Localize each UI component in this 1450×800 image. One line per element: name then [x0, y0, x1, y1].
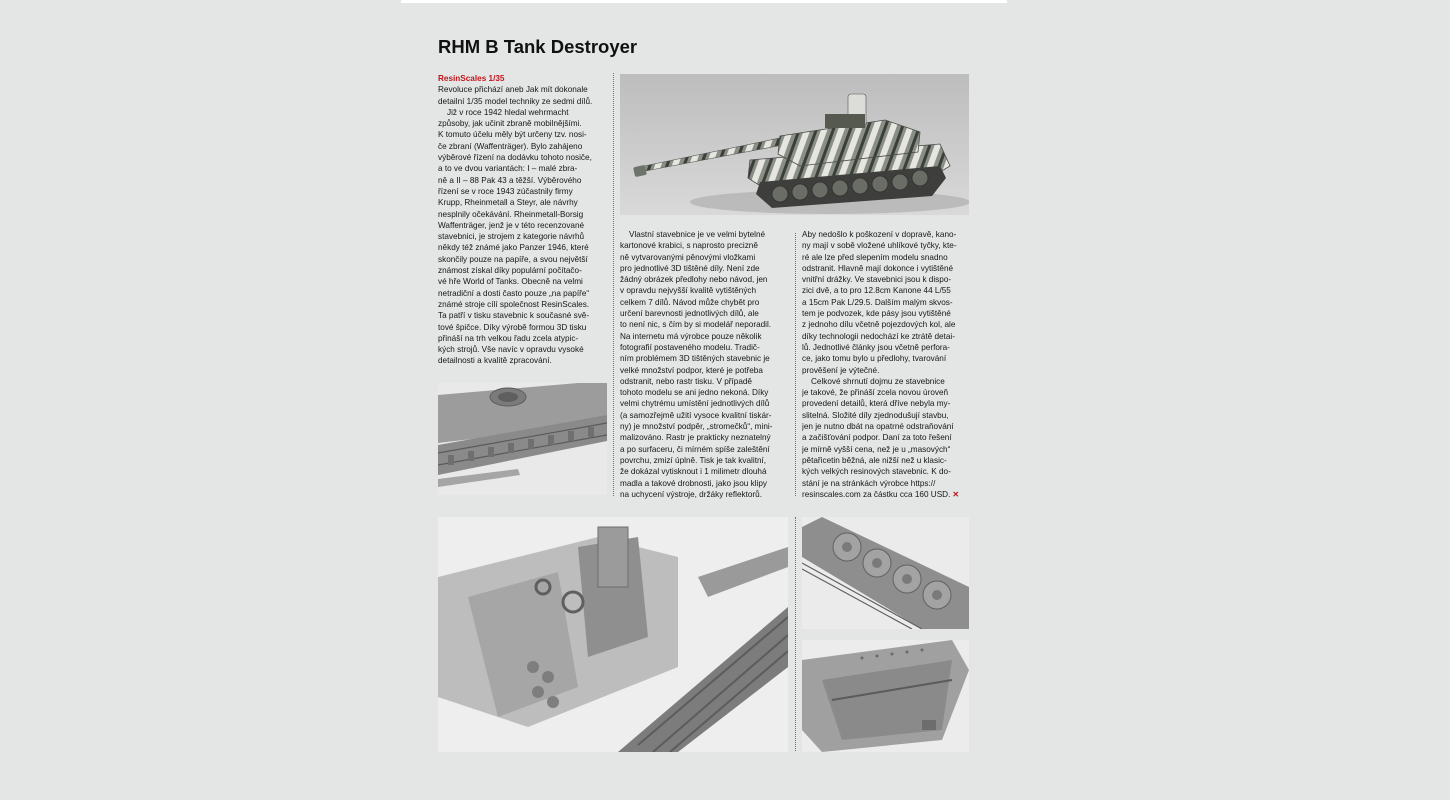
- text-line: vé hře World of Tanks. Obecně na velmi: [438, 277, 583, 287]
- text-line: ce, jako tomu bylo u předlohy, tvarování: [802, 354, 947, 364]
- text-line: ním problémem 3D tištěných stavebnic je: [620, 354, 770, 364]
- text-line: stavebnici, je strojem z kategorie návrhů: [438, 232, 585, 242]
- page-top-edge: [401, 0, 1007, 3]
- text-line: tohoto modelu se ani jedno nekoná. Díky: [620, 388, 769, 398]
- text-line: stání je na stránkách výrobce https://: [802, 478, 936, 488]
- text-line: fotografií postaveného modelu. Tradič-: [620, 342, 760, 352]
- text-line: řízení se v roce 1943 zúčastnily firmy: [438, 186, 573, 196]
- text-line: je takové, že přináší zcela novou úroveň: [802, 388, 949, 398]
- text-line: ny) je množství podpěr, „stromečků“, mini-: [620, 422, 773, 432]
- text-line: Vlastní stavebnice je ve velmi bytelné: [629, 230, 766, 239]
- text-line: madla a takové drobnosti, jako jsou klipy: [620, 478, 767, 488]
- text-line: resinscales.com za částku cca 160 USD. ✕: [802, 489, 960, 499]
- text-line: detailnosti a kvalitě zpracování.: [438, 356, 552, 366]
- text-line: tem je podvozek, kde pásy jsou vytištěné: [802, 309, 951, 319]
- fighting-compartment-photo: [438, 517, 788, 752]
- text-line: skončily pouze na papíře, a svou největší: [438, 254, 588, 264]
- text-line: celkem 7 dílů. Návod může chybět pro: [620, 297, 760, 307]
- text-line: a začišťování podpor. Daní za toto řešení: [802, 433, 952, 443]
- text-line: pro jednotlivé 3D tištěné díly. Není zde: [620, 263, 760, 273]
- text-line: ně a II – 88 Pak 43 a těžší. Výběrového: [438, 175, 582, 185]
- text-line: známé stroje cílí společnost ResinScales.: [438, 299, 590, 309]
- text-line: kých strojů. Vše navíc v opravdu vysoké: [438, 345, 584, 355]
- text-line: to není nic, s čím by si modelář neporadil.: [620, 320, 772, 330]
- hull-underside-photo: [802, 640, 969, 752]
- text-line: odstranit. Hlavně mají dokonce i vytištěné: [802, 263, 954, 273]
- text-line: vnitřní drážky. Ve stavebnici jsou k dispo-: [802, 275, 952, 285]
- text-line: Celkové shrnutí dojmu ze stavebnice: [811, 376, 945, 386]
- text-line: a to ve dvou variantách: I – malé zbra-: [438, 164, 578, 174]
- article-column-2: [620, 229, 792, 500]
- text-line: ny mají v sobě vložené uhlíkové tyčky, kte-: [802, 241, 957, 251]
- text-line: provedení detailů, která dříve nebyla my-: [802, 399, 951, 409]
- text-line: známost získal díky populární počítačo-: [438, 266, 582, 276]
- text-line: Ta patří v tisku stavebnic k současné svě-: [438, 311, 590, 321]
- text-line: přináší na trh velkou řadu zcela atypic-: [438, 333, 579, 343]
- end-mark-icon: ✕: [952, 489, 960, 499]
- text-line: zici dvě, a to pro 12.8cm Kanone 44 L/55: [802, 286, 951, 296]
- text-line: Již v roce 1942 hledal wehrmacht: [447, 107, 569, 117]
- text-line: kartonové krabici, s naprosto precizně: [620, 241, 758, 251]
- column-rule: [795, 233, 796, 496]
- column-rule: [795, 517, 796, 751]
- text-line: a 15cm Pak L/29.5. Dalším malým skvos-: [802, 297, 953, 307]
- text-line: odstranit, nebo rastr tisku. V případě: [620, 376, 752, 386]
- text-line: velké množství podpor, které je potřeba: [620, 365, 763, 375]
- text-line: ně vytvarovanými pěnovými vložkami: [620, 252, 756, 262]
- text-line: K tomuto účelu měly být určeny tzv. nosi-: [438, 130, 587, 140]
- text-line: Waffenträger, jenž je v této recenzované: [438, 220, 585, 230]
- text-line: prověšení je výtečné.: [802, 365, 880, 375]
- text-line: Krupp, Rheinmetall a Steyr, ale návrhy: [438, 198, 578, 208]
- text-line: kých velkých resinových stavebnic. K do-: [802, 467, 951, 477]
- text-line: způsoby, jak učinit zbraně mobilnějšími.: [438, 119, 582, 129]
- text-line: slitelná. Složité díly zjednodušují stavbu,: [802, 410, 949, 420]
- article-subtitle: ResinScales 1/35: [438, 74, 505, 83]
- text-line: že dokázal vytisknout i 1 milimetr dlouhá: [620, 467, 767, 477]
- text-line: malizováno. Rastr je prakticky neznatelný: [620, 433, 771, 443]
- text-line: jen je nutno dbát na opatrné odstraňování: [802, 422, 954, 432]
- text-line: určení barevnosti jednotlivých dílů, ale: [620, 309, 759, 319]
- text-line: velmi chytrému umístění jednotlivých dílů: [620, 399, 770, 409]
- article-column-3: [802, 229, 972, 500]
- painted-tank-model-photo: [620, 74, 969, 215]
- text-line: nesplnily očekávání. Rheinmetall-Borsig: [438, 209, 584, 219]
- text-line: žádný obrázek předlohy nebo návod, jen: [620, 275, 768, 285]
- track-and-road-wheels-photo: [802, 517, 969, 629]
- text-line: tové špičce. Díky výrobě formou 3D tisku: [438, 322, 587, 332]
- text-line: povrchu, zmizí úplně. Tisk je tak kvalitní,: [620, 455, 767, 465]
- text-line: a po surfaceru, či mírném spíše zaleštění: [620, 444, 770, 454]
- text-line: na uchycení výstroje, držáky reflektorů.: [620, 489, 762, 499]
- text-line: pětařicetin běžná, ale nižší než u klasic-: [802, 455, 947, 465]
- article-column-1: [438, 73, 613, 367]
- text-line: v opravdu nejvyšší kvalitě vytištěných: [620, 286, 757, 296]
- text-line: (a samozřejmě užití vysoce kvalitní tiskár-: [620, 410, 772, 420]
- text-line: če zbraní (Waffenträger). Bylo zahájeno: [438, 141, 583, 151]
- text-line: Revoluce přichází aneb Jak mít dokonale: [438, 85, 588, 95]
- text-line: ré ale lze před slepením modelu snadno: [802, 252, 948, 262]
- text-line: někdy též známé jako Panzer 1946, které: [438, 243, 589, 253]
- text-line: je mírně vyšší cena, než je u „masových“: [802, 444, 951, 454]
- column-rule: [613, 73, 614, 496]
- text-line: výběrové řízení na dodávku tohoto nosiče,: [438, 153, 592, 163]
- text-line: z jednoho dílu včetně pojezdových kol, ale: [802, 320, 956, 330]
- tank-hull-and-tracks-photo: [438, 383, 607, 495]
- text-line: lů. Jednotlivé články jsou včetně perfora-: [802, 342, 950, 352]
- text-line: Na internetu má výrobce pouze několik: [620, 331, 762, 341]
- text-line: netradiční a dosti často pouze „na papíře“: [438, 288, 590, 298]
- article-title: RHM B Tank Destroyer: [438, 36, 638, 57]
- text-line: detailní 1/35 model techniky ze sedmi dílů.: [438, 96, 593, 106]
- text-line: díky technologii nedochází ke ztrátě detai-: [802, 331, 955, 341]
- text-line: Aby nedošlo k poškození v dopravě, kano-: [802, 230, 957, 239]
